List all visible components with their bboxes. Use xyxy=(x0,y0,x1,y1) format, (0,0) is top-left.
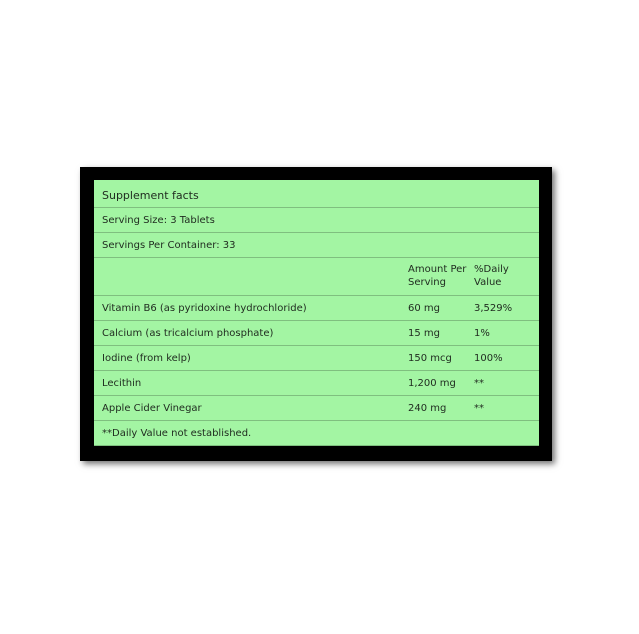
servings-per-container: Servings Per Container: 33 xyxy=(102,240,236,251)
nutrient-row xyxy=(94,371,539,396)
amount-header: Amount Per Serving xyxy=(408,264,467,288)
daily-value-header: %Daily Value xyxy=(474,264,509,288)
nutrient-row xyxy=(94,396,539,421)
title-row xyxy=(94,180,539,208)
supplement-facts-panel xyxy=(94,180,539,446)
nutrient-daily-value: 3,529% xyxy=(474,303,513,314)
nutrient-amount: 15 mg xyxy=(408,328,440,339)
facts-title: Supplement facts xyxy=(102,189,199,202)
nutrient-daily-value: ** xyxy=(474,403,484,414)
nutrient-row xyxy=(94,346,539,371)
nutrient-amount: 60 mg xyxy=(408,303,440,314)
servings-per-container-row xyxy=(94,233,539,258)
nutrient-daily-value: 1% xyxy=(474,328,490,339)
nutrient-amount: 240 mg xyxy=(408,403,447,414)
nutrient-name: Vitamin B6 (as pyridoxine hydrochloride) xyxy=(102,303,307,314)
nutrient-row xyxy=(94,296,539,321)
serving-size-row xyxy=(94,208,539,233)
nutrient-row xyxy=(94,321,539,346)
nutrient-amount: 150 mcg xyxy=(408,353,452,364)
nutrient-name: Apple Cider Vinegar xyxy=(102,403,202,414)
nutrient-daily-value: ** xyxy=(474,378,484,389)
footnote: **Daily Value not established. xyxy=(102,428,252,439)
nutrient-name: Calcium (as tricalcium phosphate) xyxy=(102,328,274,339)
nutrient-name: Lecithin xyxy=(102,378,142,389)
footnote-row xyxy=(94,421,539,446)
nutrient-amount: 1,200 mg xyxy=(408,378,456,389)
nutrient-name: Iodine (from kelp) xyxy=(102,353,191,364)
image-frame xyxy=(80,167,552,461)
serving-size: Serving Size: 3 Tablets xyxy=(102,215,215,226)
nutrient-daily-value: 100% xyxy=(474,353,503,364)
header-row xyxy=(94,258,539,296)
